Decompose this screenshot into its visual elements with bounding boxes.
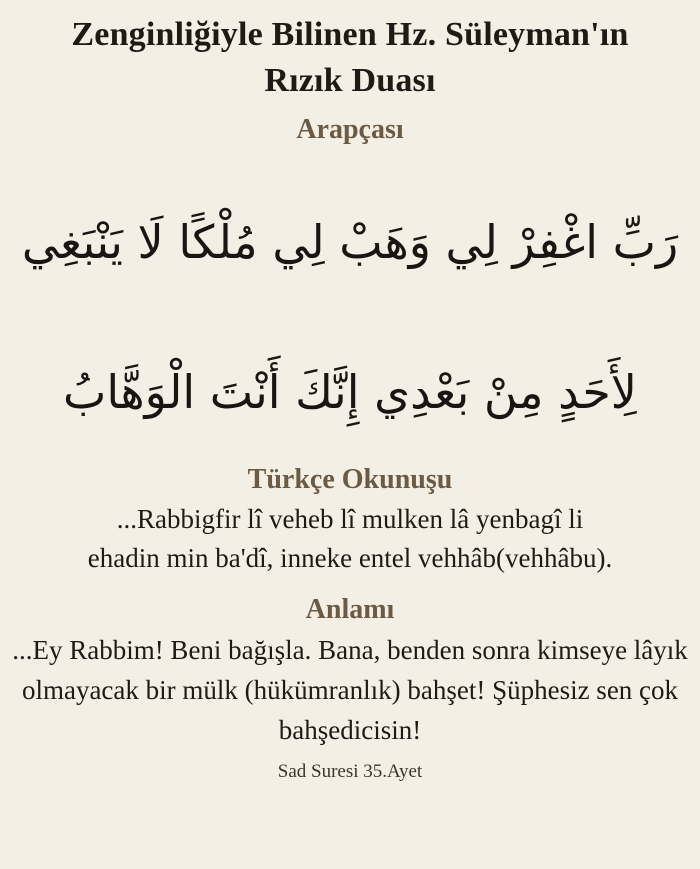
page-title [0,0,700,104]
arabic-verse-line-2: لِأَحَدٍ مِنْ بَعْدِي إِنَّكَ أَنْتَ الْوَهَّابُ [63,365,637,419]
arabic-verse-line-1: رَبِّ اغْفِرْ لِي وَهَبْ لِي مُلْكًا لَا يَنْبَغِي [21,215,679,269]
source-reference: Sad Suresi 35.Ayet [277,761,423,782]
meaning-text: ...Ey Rabbim! Beni bağışla. Bana, benden sonra kimseye lâyık olmayacak bir mülk (hükümranlık) bahşet! Şüphesiz sen çok bahşedicisin! [12,635,688,745]
transliteration-heading: Türkçe Okunuşu [247,464,453,495]
meaning-heading: Anlamı [305,594,395,625]
transliteration-text: ...Rabbigfir lî veheb lî mulken lâ yenbagî li ehadin min ba'dî, inneke entel vehhâb(vehhâbu). [87,504,613,573]
title-line-2: Rızık Duası [264,62,436,99]
arabic-section-heading: Arapçası [296,114,404,145]
title-line-1: Zenginliğiyle Bilinen Hz. Süleyman'ın [71,16,629,53]
